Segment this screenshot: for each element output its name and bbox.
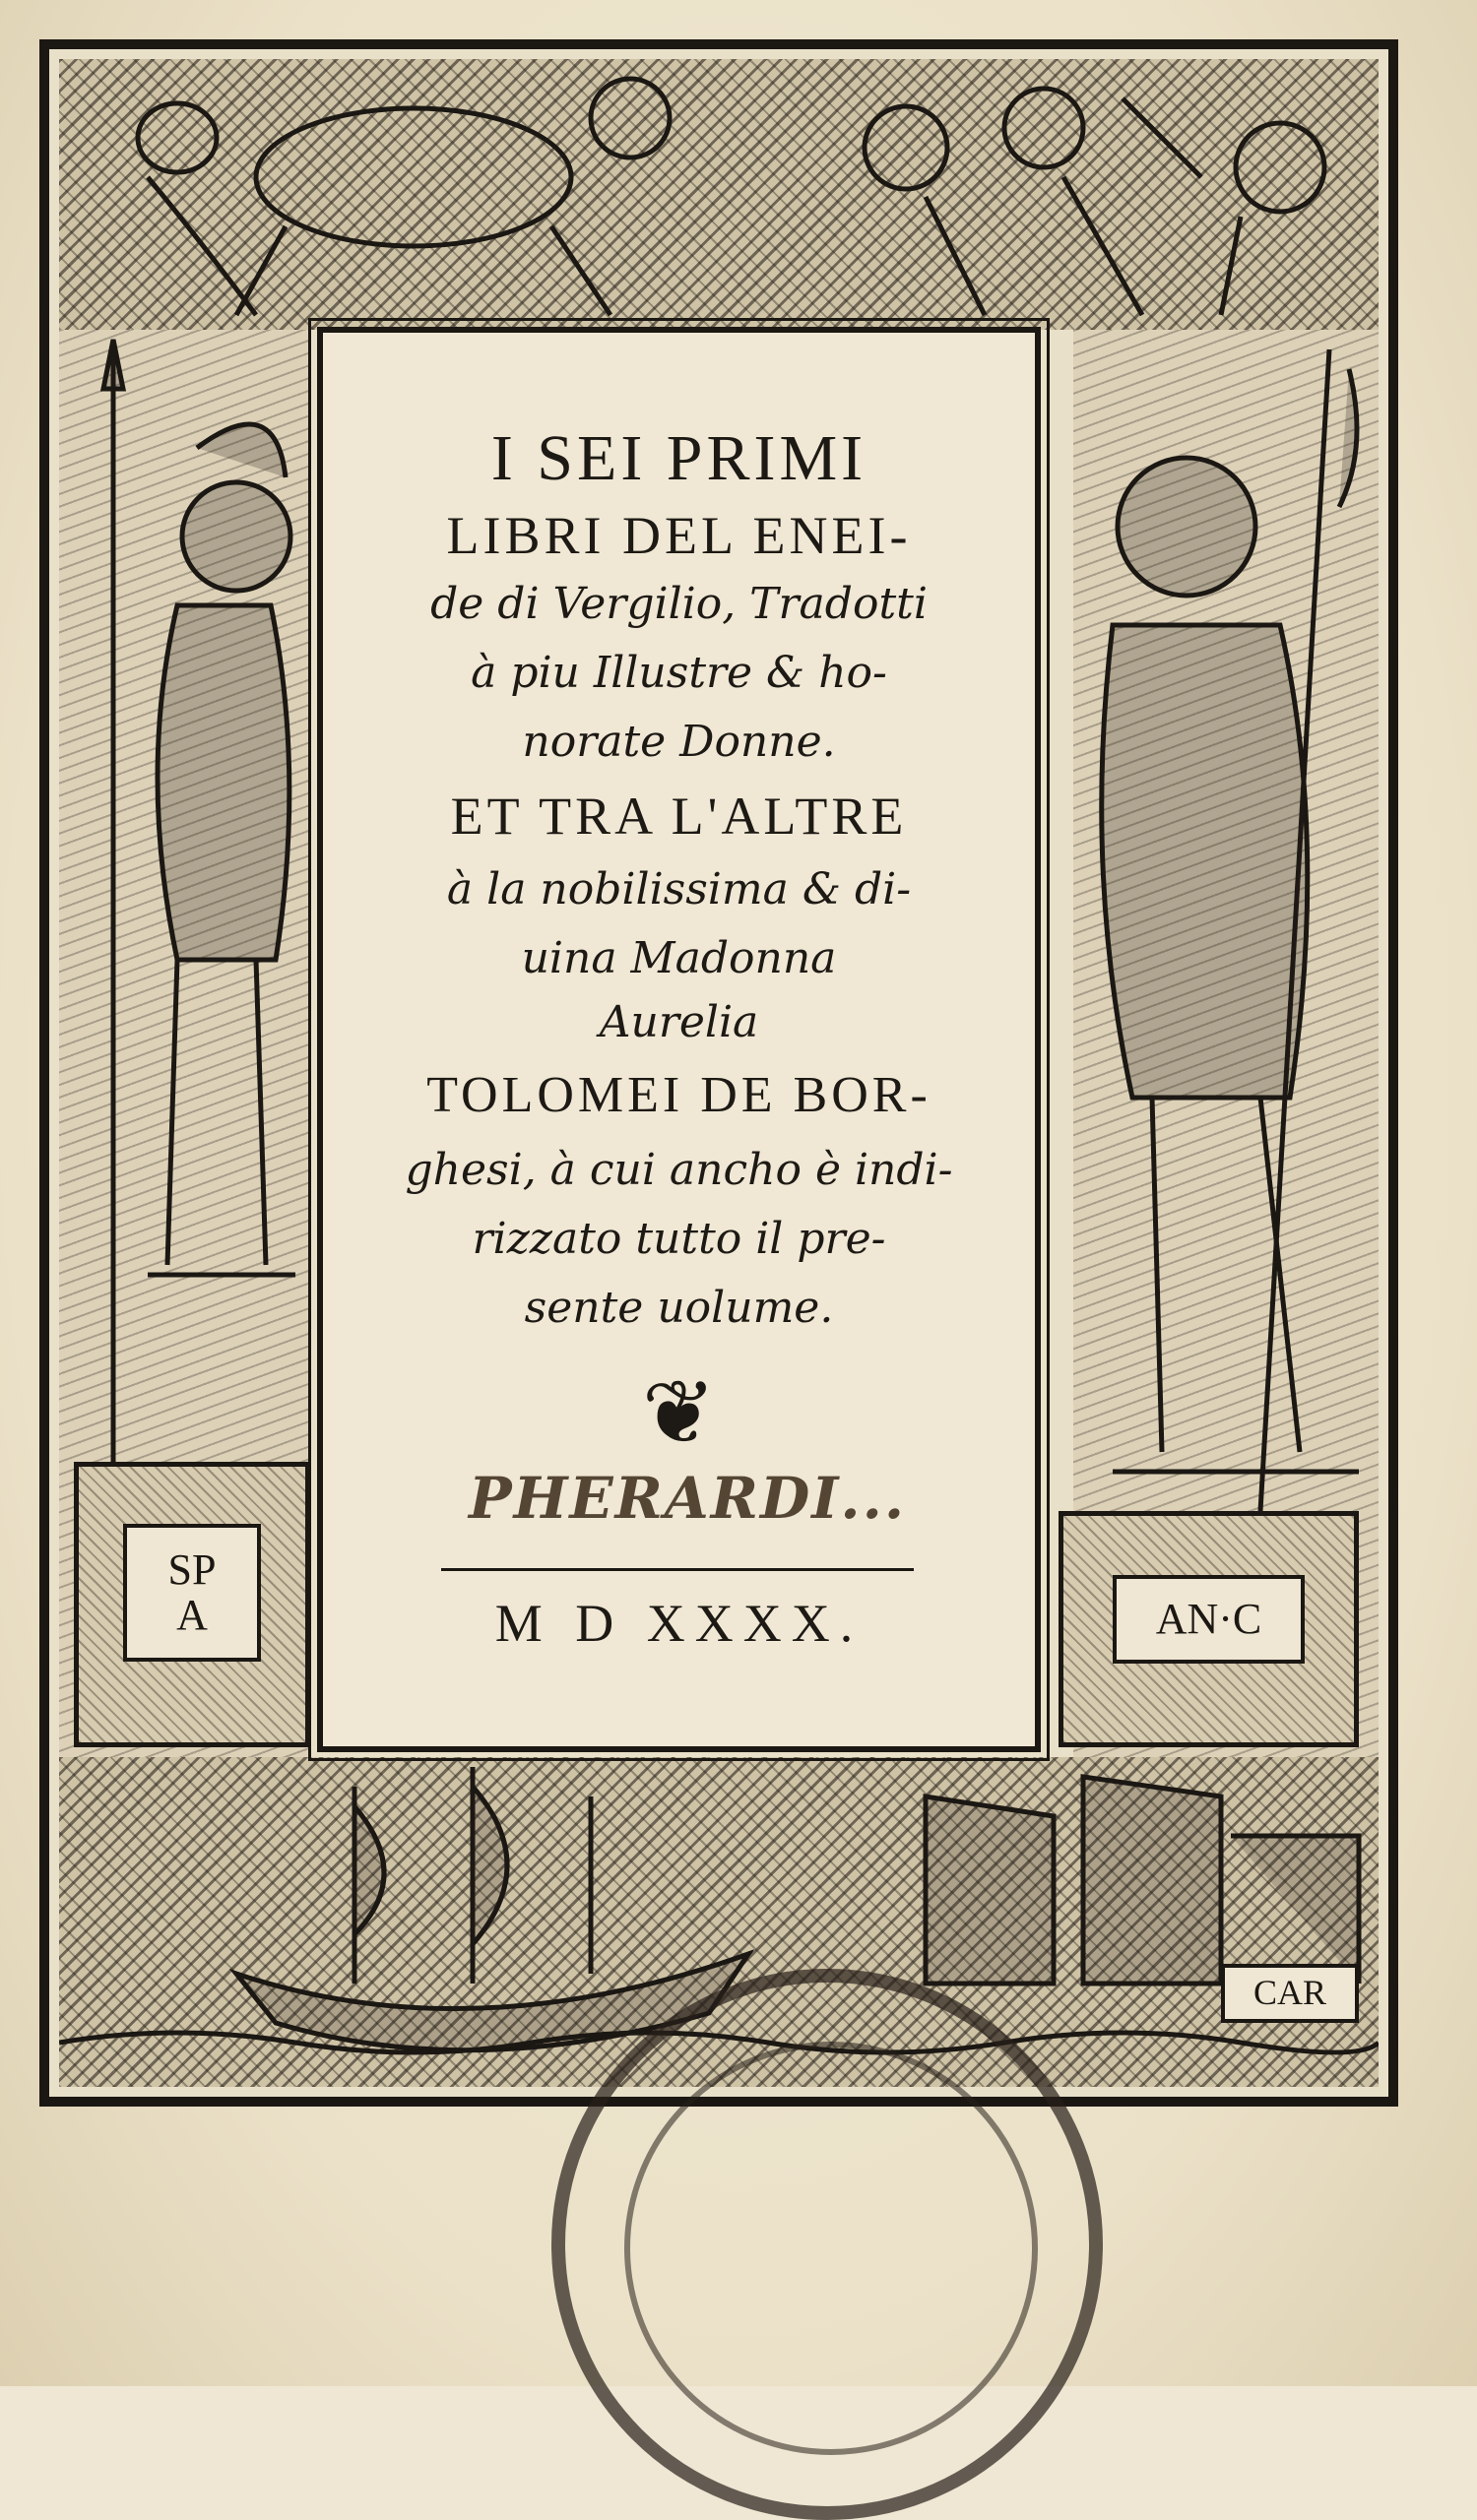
- plaque-car: CAR: [1221, 1964, 1359, 2023]
- divider-rule: [441, 1568, 914, 1571]
- handwritten-signature: PHERARDI...: [468, 1465, 907, 1532]
- library-stamp-inner-ring: [624, 2042, 1038, 2455]
- plaque-sp-a: SP A: [123, 1524, 261, 1662]
- library-stamp: [551, 1969, 1103, 2520]
- battle-scene-illustration: [59, 59, 1379, 330]
- title-line-12: rizzato tutto il pre-: [472, 1214, 886, 1264]
- title-line-7: à la nobilissima & di-: [446, 864, 912, 914]
- fleuron-ornament: ❦: [641, 1361, 717, 1465]
- title-line-1: I SEI PRIMI: [490, 422, 867, 494]
- battle-scene-woodcut: [59, 59, 1379, 330]
- title-line-4: à piu Illustre & ho-: [471, 648, 887, 698]
- title-line-10: TOLOMEI DE BOR-: [426, 1067, 931, 1123]
- plaque-an-c: AN·C: [1113, 1575, 1305, 1664]
- title-line-9: Aurelia: [599, 997, 759, 1047]
- title-line-2: LIBRI DEL ENEI-: [446, 506, 912, 565]
- title-line-8: uina Madonna: [521, 933, 837, 983]
- title-line-5: norate Donne.: [522, 717, 836, 767]
- title-line-11: ghesi, à cui ancho è indi-: [405, 1145, 953, 1195]
- title-panel: [317, 327, 1041, 1752]
- title-line-6: ET TRA L'ALTRE: [450, 787, 908, 846]
- title-line-13: sente uolume.: [524, 1283, 834, 1333]
- title-line-3: de di Vergilio, Tradotti: [430, 579, 928, 629]
- publication-date: M D XXXX.: [494, 1594, 864, 1653]
